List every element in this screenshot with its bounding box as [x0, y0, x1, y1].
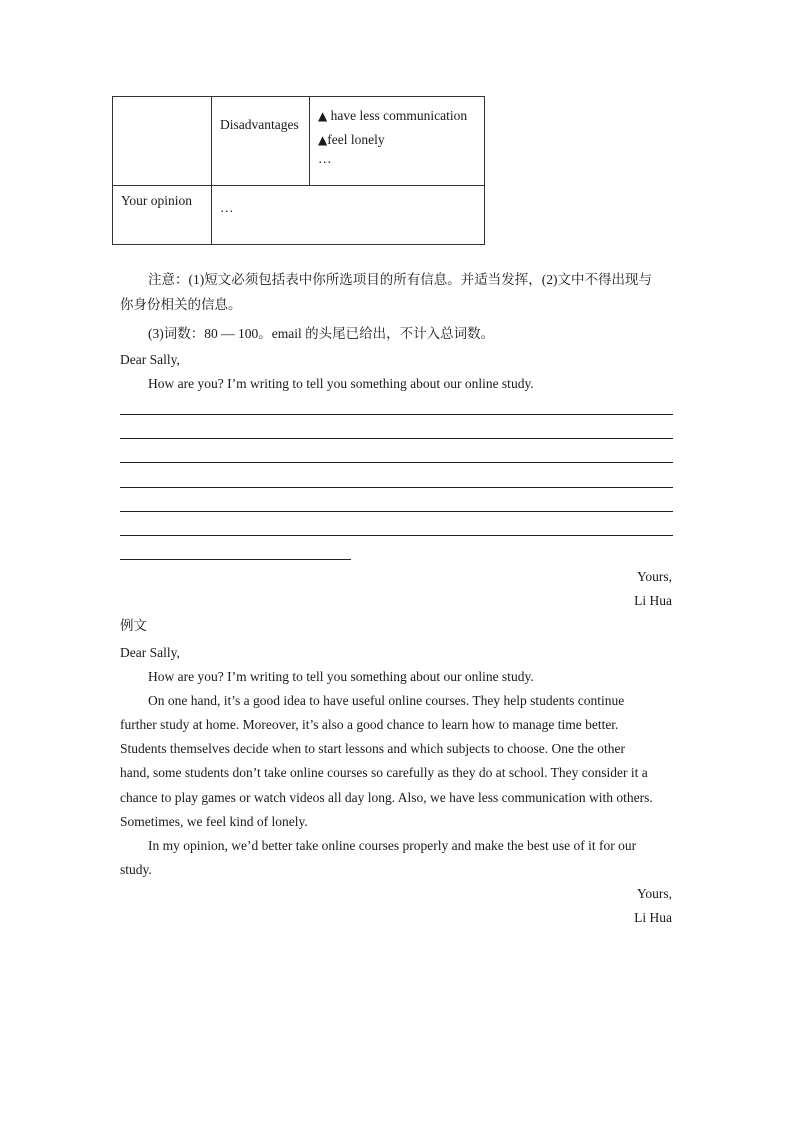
sample-closing: Yours,: [636, 886, 672, 901]
answer-line: [120, 511, 673, 512]
list-item: ▲feel lonely: [318, 132, 385, 147]
answer-line: [120, 462, 673, 463]
answer-line: [120, 438, 673, 439]
sample-body-line: hand, some students don’t take online courses so carefully as they do at school. They consider it a: [120, 765, 648, 780]
template-signature: Li Hua: [634, 593, 672, 608]
sample-opinion-line: study.: [120, 862, 152, 877]
sample-body-line: On one hand, it’s a good idea to have useful online courses. They help students continue: [148, 693, 625, 708]
sample-opening: How are you? I’m writing to tell you something about our online study.: [148, 669, 534, 684]
sample-signature: Li Hua: [634, 910, 672, 925]
answer-line: [120, 535, 673, 536]
info-table: [112, 96, 485, 245]
triangle-bullet-icon: ▲: [318, 133, 328, 147]
table-row: [113, 186, 485, 245]
opinion-label: Your opinion: [121, 193, 193, 208]
answer-line: [120, 559, 351, 560]
sample-body-line: Sometimes, we feel kind of lonely.: [120, 814, 308, 829]
table-cell-opinion-label: [113, 186, 212, 245]
disadvantages-label: Disadvantages: [220, 117, 299, 132]
template-closing: Yours,: [636, 569, 672, 584]
note-line-1: 注意：(1)短文必须包括表中你所选项目的所有信息。并适当发挥，(2)文中不得出现与: [148, 272, 652, 287]
template-greeting: Dear Sally,: [120, 352, 180, 367]
ellipsis: …: [220, 200, 234, 215]
sample-heading: 例文: [120, 618, 147, 633]
template-opening: How are you? I’m writing to tell you something about our online study.: [148, 376, 534, 391]
answer-line: [120, 414, 673, 415]
table-cell-opinion-value: [212, 186, 485, 245]
table-cell-disadvantages-label: [212, 97, 310, 186]
sample-body-line: Students themselves decide when to start lessons and which subjects to choose. One the other: [120, 741, 626, 756]
ellipsis: …: [318, 151, 332, 166]
sample-body-line: chance to play games or watch videos all day long. Also, we have less communication with others.: [120, 790, 653, 805]
triangle-bullet-icon: ▲: [318, 109, 328, 123]
sample-body-line: further study at home. Moreover, it’s also a good chance to learn how to manage time better.: [120, 717, 619, 732]
note-line-2: 你身份相关的信息。: [120, 297, 242, 312]
table-cell-disadvantages-items: [310, 97, 485, 186]
note-line-3: (3)词数：80 — 100。email 的头尾已给出，不计入总词数。: [148, 326, 495, 341]
sample-greeting: Dear Sally,: [120, 645, 180, 660]
list-item: ▲ have less communication: [318, 108, 468, 123]
sample-opinion-line: In my opinion, we’d better take online courses properly and make the best use of it for our: [148, 838, 637, 853]
table-cell-empty: [113, 97, 212, 186]
table-row: [113, 97, 485, 186]
answer-line: [120, 487, 673, 488]
